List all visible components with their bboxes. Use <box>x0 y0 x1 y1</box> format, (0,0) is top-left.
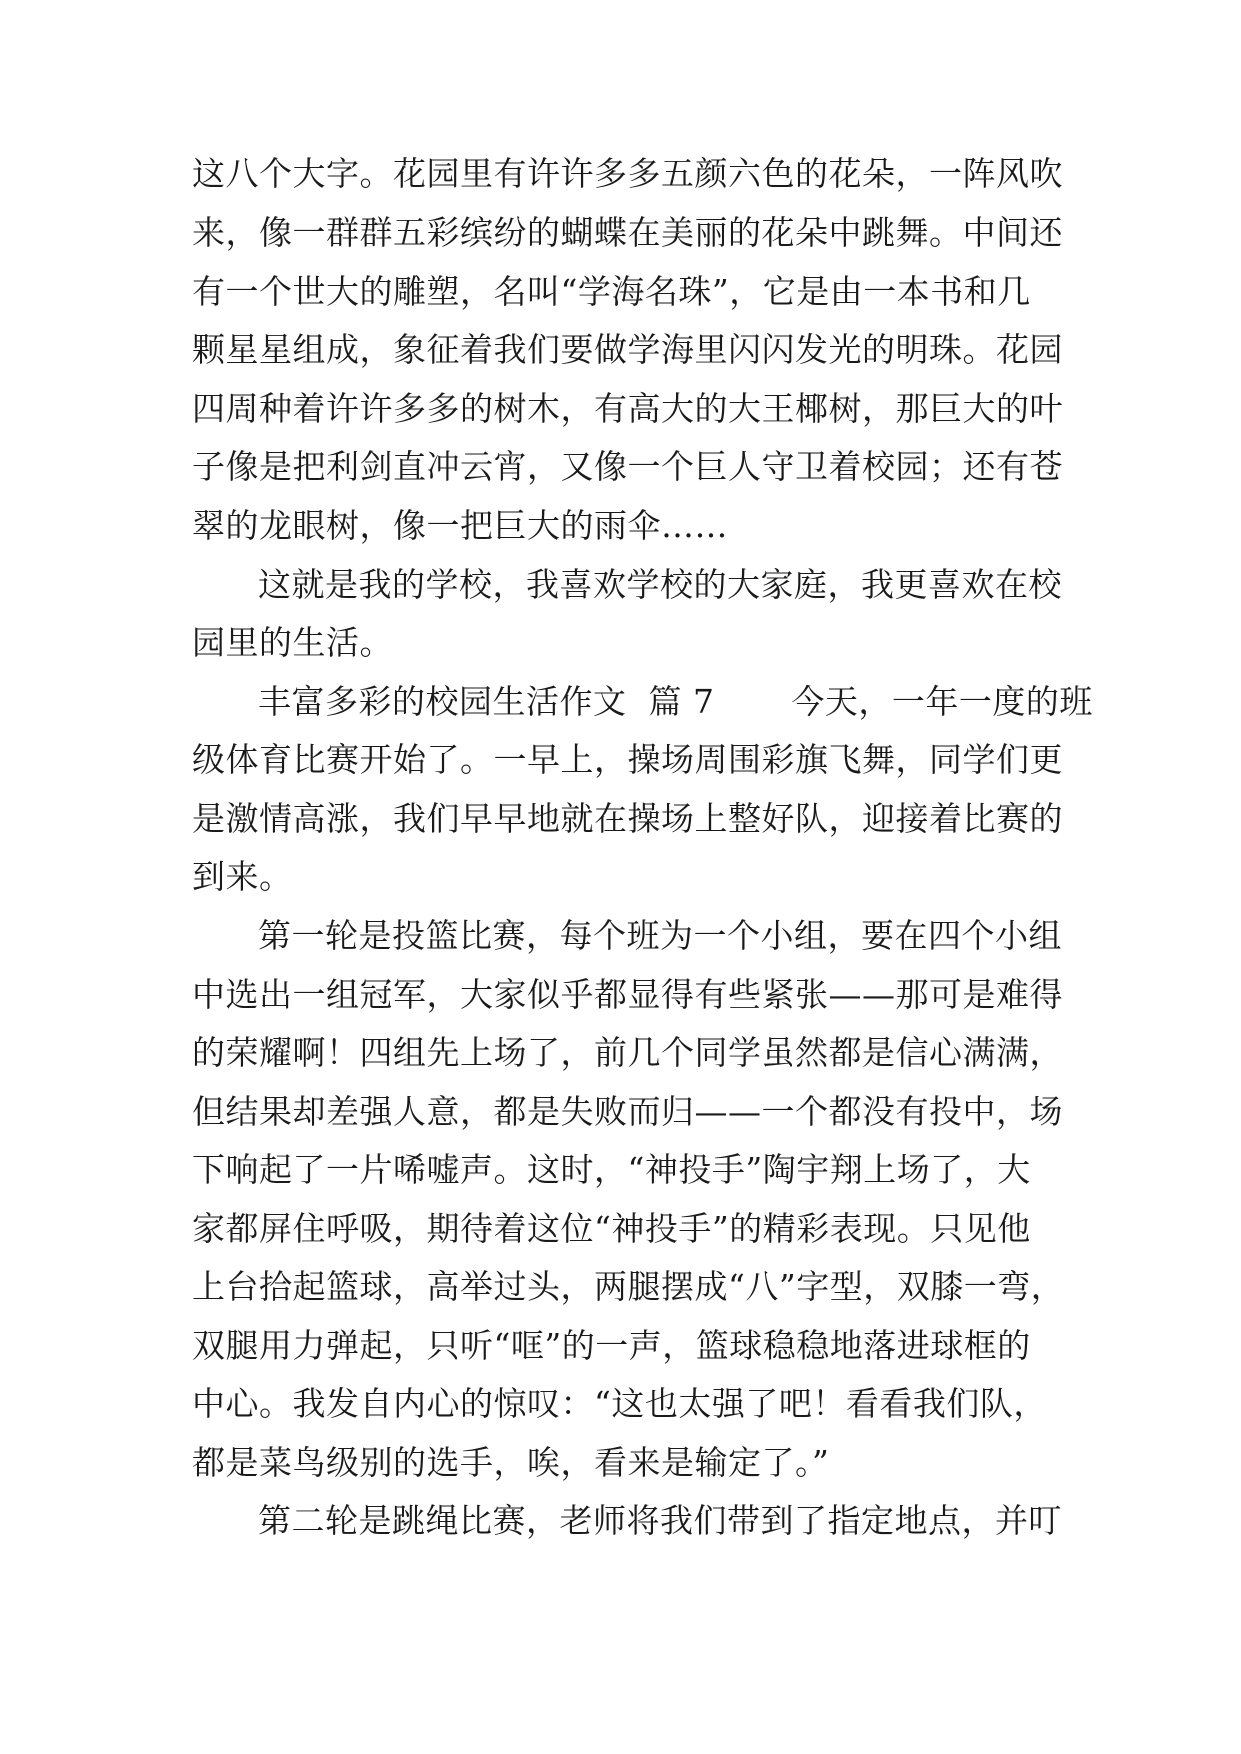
text-line: 是激情高涨，我们早早地就在操场上整好队，迎接着比赛的 <box>192 799 1063 838</box>
section-heading-line: 丰富多彩的校园生活作文 篇 7 今天，一年一度的班 <box>258 682 1093 721</box>
text-line: 翠的龙眼树，像一把巨大的雨伞…… <box>192 506 728 545</box>
text-line: 颗星星组成，象征着我们要做学海里闪闪发光的明珠。花园 <box>192 330 1063 369</box>
text-line: 的荣耀啊！四组先上场了，前几个同学虽然都是信心满满， <box>192 1033 1063 1072</box>
text-line: 这八个大字。花园里有许许多多五颜六色的花朵，一阵风吹 <box>192 154 1063 193</box>
text-line: 四周种着许许多多的树木，有高大的大王椰树，那巨大的叶 <box>192 389 1063 428</box>
text-line: 子像是把利剑直冲云宵，又像一个巨人守卫着校园；还有苍 <box>192 447 1063 486</box>
text-line: 到来。 <box>192 857 293 896</box>
text-line: 级体育比赛开始了。一早上，操场周围彩旗飞舞，同学们更 <box>192 740 1063 779</box>
text-line: 家都屏住呼吸，期待着这位“神投手”的精彩表现。只见他 <box>192 1209 1031 1248</box>
text-line: 都是菜鸟级别的选手，唉，看来是输定了。” <box>192 1443 830 1482</box>
text-line: 中选出一组冠军，大家似乎都显得有些紧张——那可是难得 <box>192 975 1063 1014</box>
text-line: 但结果却差强人意，都是失败而归——一个都没有投中，场 <box>192 1092 1063 1131</box>
text-line: 中心。我发自内心的惊叹：“这也太强了吧！看看我们队， <box>192 1384 1047 1423</box>
text-line: 上台拾起篮球，高举过头，两腿摆成“八”字型，双膝一弯， <box>192 1267 1065 1306</box>
text-line: 园里的生活。 <box>192 623 393 662</box>
text-line: 来，像一群群五彩缤纷的蝴蝶在美丽的花朵中跳舞。中间还 <box>192 213 1063 252</box>
text-line: 下响起了一片唏嘘声。这时，“神投手”陶宇翔上场了，大 <box>192 1150 1031 1189</box>
text-line: 有一个世大的雕塑，名叫“学海名珠”，它是由一本书和几 <box>192 272 1031 311</box>
text-line: 第一轮是投篮比赛，每个班为一个小组，要在四个小组 <box>258 916 1062 955</box>
text-line: 这就是我的学校，我喜欢学校的大家庭，我更喜欢在校 <box>258 565 1062 604</box>
text-line: 双腿用力弹起，只听“哐”的一声，篮球稳稳地落进球框的 <box>192 1326 1031 1365</box>
text-line: 第二轮是跳绳比赛，老师将我们带到了指定地点，并叮 <box>258 1501 1062 1540</box>
